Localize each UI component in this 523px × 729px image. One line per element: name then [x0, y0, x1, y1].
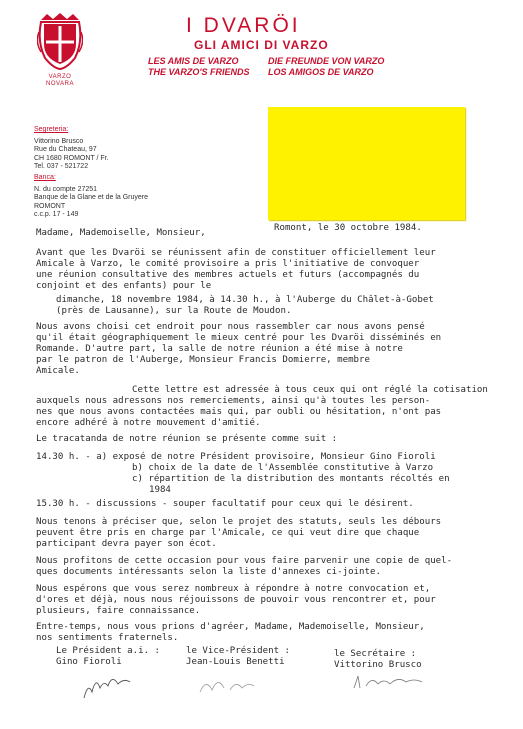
letter-line: Amicale. [36, 366, 80, 376]
language-line: LES AMIS DE VARZO [148, 56, 239, 66]
letter-line: 14.30 h. - a) exposé de notre Président provisoire, Monsieur Gino Fioroli [36, 452, 436, 462]
letter-line: (près de Lausanne), sur la Route de Moudon. [56, 306, 292, 316]
letter-line: Nous espérons que vous serez nombreux à répondre à notre convocation et, [36, 584, 431, 594]
letter-line: par le patron de l'Auberge, Monsieur Francis Domierre, membre [36, 355, 370, 365]
letter-line: ques documents intéressants selon la liste d'annexes ci-jointe. [36, 567, 381, 577]
salutation: Madame, Mademoiselle, Monsieur, [36, 228, 206, 238]
secretariat-line: Vittorino Brusco [34, 137, 84, 145]
bank-line: ROMONT [34, 202, 66, 210]
letter-line: une réunion consultative des membres actuels et futurs (accompagnés du [36, 270, 420, 280]
place-date: Romont, le 30 octobre 1984. [274, 223, 422, 233]
bank-block [34, 174, 148, 220]
bank-line: N. du compte 27251 [34, 185, 98, 193]
secretariat-line: Tel. 037 - 521722 [34, 163, 89, 170]
letter-line: Nous tenons à préciser que, selon le projet des statuts, seuls les débours [36, 517, 442, 527]
letter-line: Romande. D'autre part, la salle de notre réunion a été mise à notre [36, 344, 403, 354]
letter-line: 15.30 h. - discussions - souper facultatif pour ceux qui le désirent. [36, 499, 414, 509]
language-line: DIE FREUNDE VON VARZO [268, 56, 385, 66]
bank-line: Banque de la Glane et de la Gruyere [34, 194, 149, 201]
signatory-name: Gino Fioroli [56, 657, 122, 667]
crest-caption-line: VARZO [48, 74, 72, 80]
letter-line: qu'il était géographiquement le mieux centré pour les Dvaröi disséminés en [36, 333, 442, 343]
letter-line: d'ores et déjà, nous nous réjouissons de pouvoir vous rencontrer et, pour [36, 595, 436, 605]
language-line: THE VARZO'S FRIENDS [148, 67, 250, 77]
secretariat-line: CH 1680 ROMONT / Fr. [34, 154, 109, 162]
letter-line: b) choix de la date de l'Assemblée constitutive à Varzo [132, 463, 434, 473]
bank-heading: Banca: [34, 174, 56, 181]
letter-line: plusieurs, faire connaissance. [36, 606, 201, 616]
signatory-role: le Vice-Président : [186, 646, 291, 656]
signatory-name: Jean-Louis Benetti [186, 657, 285, 667]
letter-line: Amicale à Varzo, le comité provisoire a pris l'initiative de convoquer [36, 259, 420, 269]
letterhead-title: I DVARÖI [186, 14, 301, 37]
language-names-left [148, 56, 249, 78]
letter-line: nes que nous avons contactées mais qui, par oubli ou hésitation, n'ont pas [36, 407, 442, 417]
letter-line: Cette lettre est adressée à tous ceux qui ont réglé la cotisation [132, 385, 488, 395]
language-names-right [268, 56, 384, 78]
letter-line: conjoint et des enfants) pour le [36, 281, 212, 291]
letter-line: participant devra payer son écot. [36, 539, 217, 549]
secretariat-block [34, 126, 109, 172]
letter-line: auxquels nous adressons nos remerciements, ainsi qu'à toutes les person- [36, 396, 431, 406]
letter-line: Entre-temps, nous vous prions d'agréer, Madame, Mademoiselle, Monsieur, [36, 622, 425, 632]
letter-line: nos sentiments fraternels. [36, 633, 179, 643]
letter-line: Nous avons choisi cet endroit pour nous rassembler car nous avons pensé [36, 322, 425, 332]
varzo-crest-logo [37, 12, 83, 70]
crest-caption [34, 74, 86, 88]
secretariat-heading: Segreteria: [34, 126, 69, 133]
secretary-signature [350, 670, 440, 694]
letter-line: c) répartition de la distribution des montants récoltés en [132, 474, 450, 484]
secretariat-line: Rue du Chateau, 97 [34, 146, 97, 153]
letter-line: peuvent être pris en charge par l'Amicale, ce qui veut dire que chaque [36, 528, 420, 538]
letterhead-subtitle: GLI AMICI DI VARZO [194, 38, 329, 52]
yellow-sticky-note [268, 107, 465, 220]
signatory-name: Vittorino Brusco [334, 660, 422, 670]
vice-president-signature [196, 672, 276, 698]
letter-line: dimanche, 18 novembre 1984, à 14.30 h., à l'Auberge du Châlet-à-Gobet [56, 295, 434, 305]
signatory-role: le Secrétaire : [334, 649, 417, 659]
president-signature [80, 668, 150, 702]
letter-line: encore adhéré à notre mouvement d'amitié. [36, 418, 261, 428]
signatory-role: Le Président a.i. : [56, 646, 161, 656]
bank-line: c.c.p. 17 - 149 [34, 211, 79, 218]
letter-line: Nous profitons de cette occasion pour vous faire parvenir une copie de quel- [36, 556, 453, 566]
letter-line: Avant que les Dvaröi se réunissent afin de constituer officiellement leur [36, 248, 436, 258]
language-line: LOS AMIGOS DE VARZO [268, 67, 374, 77]
letter-line: Le tracatanda de notre réunion se présente comme suit : [36, 434, 338, 444]
crest-caption-line: NOVARA [46, 81, 74, 87]
letter-line: 1984 [149, 485, 171, 495]
